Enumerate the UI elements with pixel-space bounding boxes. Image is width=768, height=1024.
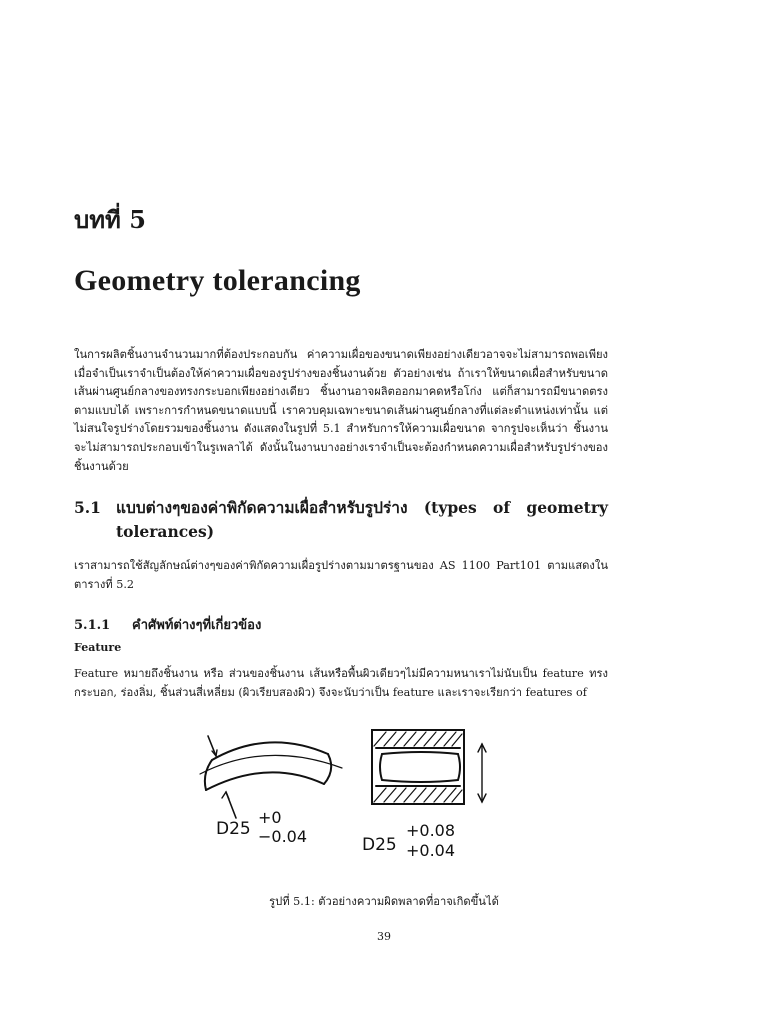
left-lower-tolerance: −0.04 (258, 827, 308, 846)
section-title: แบบต่างๆของค่าพิกัดความเผื่อสำหรับรูปร่าง (types of geometry tolerances) (116, 498, 608, 541)
right-upper-tolerance: +0.08 (406, 821, 456, 840)
subsection-heading (74, 614, 261, 635)
housing-shaft-drawing (372, 730, 486, 804)
feature-label: Feature (74, 641, 122, 654)
right-lower-tolerance: +0.04 (406, 841, 456, 860)
right-dimension: D25 (362, 835, 397, 855)
tolerance-figure (196, 722, 508, 872)
page-number: 39 (377, 930, 391, 943)
chapter-title: Geometry tolerancing (74, 264, 361, 297)
left-dimension: D25 (216, 819, 251, 839)
intro-paragraph: ในการผลิตชิ้นงานจำนวนมากที่ต้องประกอบกัน ค่าความเผื่อของขนาดเพียงอย่างเดียวอาจจะไม่สามารถพอเพียง เมื่อจำเป็นเราจำเป็นต้องให้ค่าความเผื่อของรูปร่างของชิ้นงานด้วย ตัวอย่างเช่น ถ้าเราให้ขนาดเผื่อสำหรับขนาดเส้นผ่านศูนย์กลางของทรงกระบอกเพียงอย่างเดียว ชิ้นงานอาจผลิตออกมาคดหรือโก่ง แต่ก็สามารถมีขนาดตรงตามแบบได้ เพราะการกำหนดขนาดแบบนี้ เราควบคุมเฉพาะขนาดเส้นผ่านศูนย์กลางที่แต่ละตำแหน่งเท่านั้น แต่ไม่สนใจรูปร่างโดยรวมของชิ้นงาน ดังแสดงในรูปที่ 5.1 สำหรับการให้ความเผื่อขนาด จากรูปจะเห็นว่า ชิ้นงานจะไม่สามารถประกอบเข้าในรูเพลาได้ ดังนั้นในงานบางอย่างเราจำเป็นจะต้องกำหนดความเผื่อสำหรับรูปร่างของชิ้นงานด้วย (74, 348, 608, 473)
bent-shaft-drawing (200, 736, 342, 818)
left-upper-tolerance: +0 (258, 808, 282, 827)
figure-caption: รูปที่ 5.1: ตัวอย่างความผิดพลาดที่อาจเกิดขึ้นได้ (269, 895, 499, 908)
chapter-number: บทที่ 5 (74, 205, 146, 234)
section-heading (74, 496, 608, 544)
subsection-number: 5.1.1 (74, 618, 111, 633)
section-number: 5.1 (74, 498, 101, 517)
section-paragraph: เราสามารถใช้สัญลักษณ์ต่างๆของค่าพิกัดความเผื่อรูปร่างตามมาตรฐานของ AS 1100 Part101 ตามแสดงในตารางที่ 5.2 (74, 559, 608, 591)
feature-paragraph: Feature หมายถึงชิ้นงาน หรือ ส่วนของชิ้นงาน เส้นหรือพื้นผิวเดียวๆไม่มีความหนาเราไม่นับเป็น feature ทรงกระบอก, ร่องลิ่ม, ชิ้นส่วนสี่เหลี่ยม (ผิวเรียบสองผิว) จึงจะนับว่าเป็น feature และเราจะเรียกว่า features of (74, 667, 608, 699)
subsection-title: คำศัพท์ต่างๆที่เกี่ยวข้อง (132, 618, 262, 633)
